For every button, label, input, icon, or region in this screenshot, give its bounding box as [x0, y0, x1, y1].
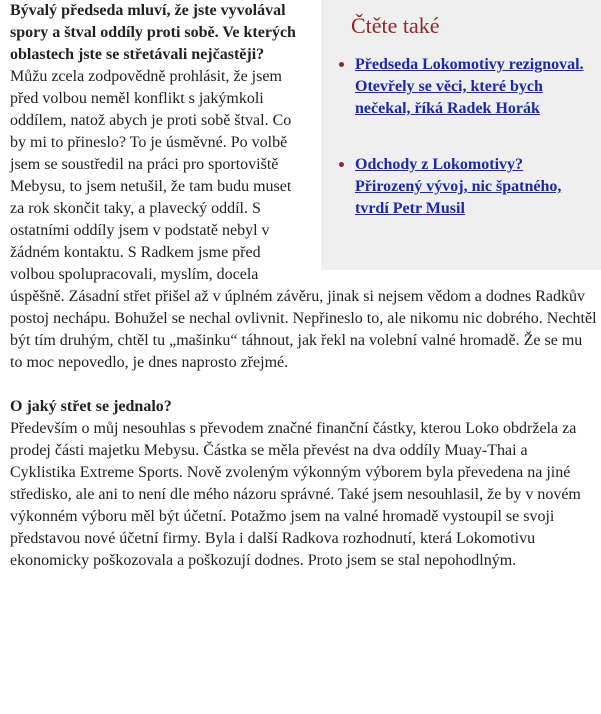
- related-article-item: [339, 154, 587, 220]
- interview-answer-1: Můžu zcela zodpovědně prohlásit, že jsem před volbou neměl konflikt s jakýmkoli oddílem, natož abych je proti sobě štval. Co by mi to přineslo? To je úsměvné. Po volbě jsem se soustředil na práci pro sportoviště Mebysu, to jsem netušil, že tam budu muset za rok skončit taky, a plavecký oddíl. S ostatními oddíly jsem v podstatě nebyl v žádném kontaktu. S Radkem jsme před volbou spolupracovali, myslím, docela úspěšně. Zásadní střet přišel až v úplném závěru, jinak si nejsem vědom a dodnes Radkův postoj nechápu. Bohužel se nechal ovlivnit. Nepřineslo to, ale nikomu nic dobrého. Nechtěl být tím druhým, chtěl tu „mašinku“ táhnout, jak řekl na volební valné hromadě. Že se mu to moc nepovedlo, je dnes naprosto zřejmé.: [10, 68, 597, 371]
- interview-question-2: O jaký střet se jednalo?: [10, 398, 172, 415]
- interview-answer-2: Především o můj nesouhlas s převodem značné finanční částky, kterou Loko obdržela za prodej části majetku Mebysu. Částka se měla převést na dva oddíly Muay-Thai a Cyklistika Extreme Sports. Nově zvoleným výkonným výborem byla převedena na jiné středisko, ale ani to není dle mého názoru správné. Také jsem nesouhlasil, že by v novém výkonném výboru měl být účetní. Potažmo jsem na valné hromadě vystoupil se svoji představou nové účetní firmy. Byla i další Radkova rozhodnutí, která Lokomotivu ekonomicky poškozovala a poškozují dodnes. Proto jsem se stal nepohodlným.: [10, 420, 581, 569]
- bullet-icon: [339, 62, 344, 67]
- related-articles-list: [339, 54, 587, 220]
- related-article-item: [339, 54, 587, 120]
- related-article-link-1[interactable]: Předseda Lokomotivy rezignoval. Otevřely se věci, které bych nečekal, říká Radek Horák: [355, 56, 584, 117]
- section-spacer: [10, 374, 597, 396]
- related-article-link-2[interactable]: Odchody z Lokomotivy? Přirozený vývoj, nic špatného, tvrdí Petr Musil: [355, 156, 562, 217]
- bullet-icon: [339, 162, 344, 167]
- related-articles-box: [321, 0, 601, 270]
- related-articles-title: Čtěte také: [351, 13, 440, 38]
- interview-question-1: Bývalý předseda mluví, že jste vyvolával spory a štval oddíly proti sobě. Ve kterých oblastech jste se střetávali nejčastěji?: [10, 2, 296, 63]
